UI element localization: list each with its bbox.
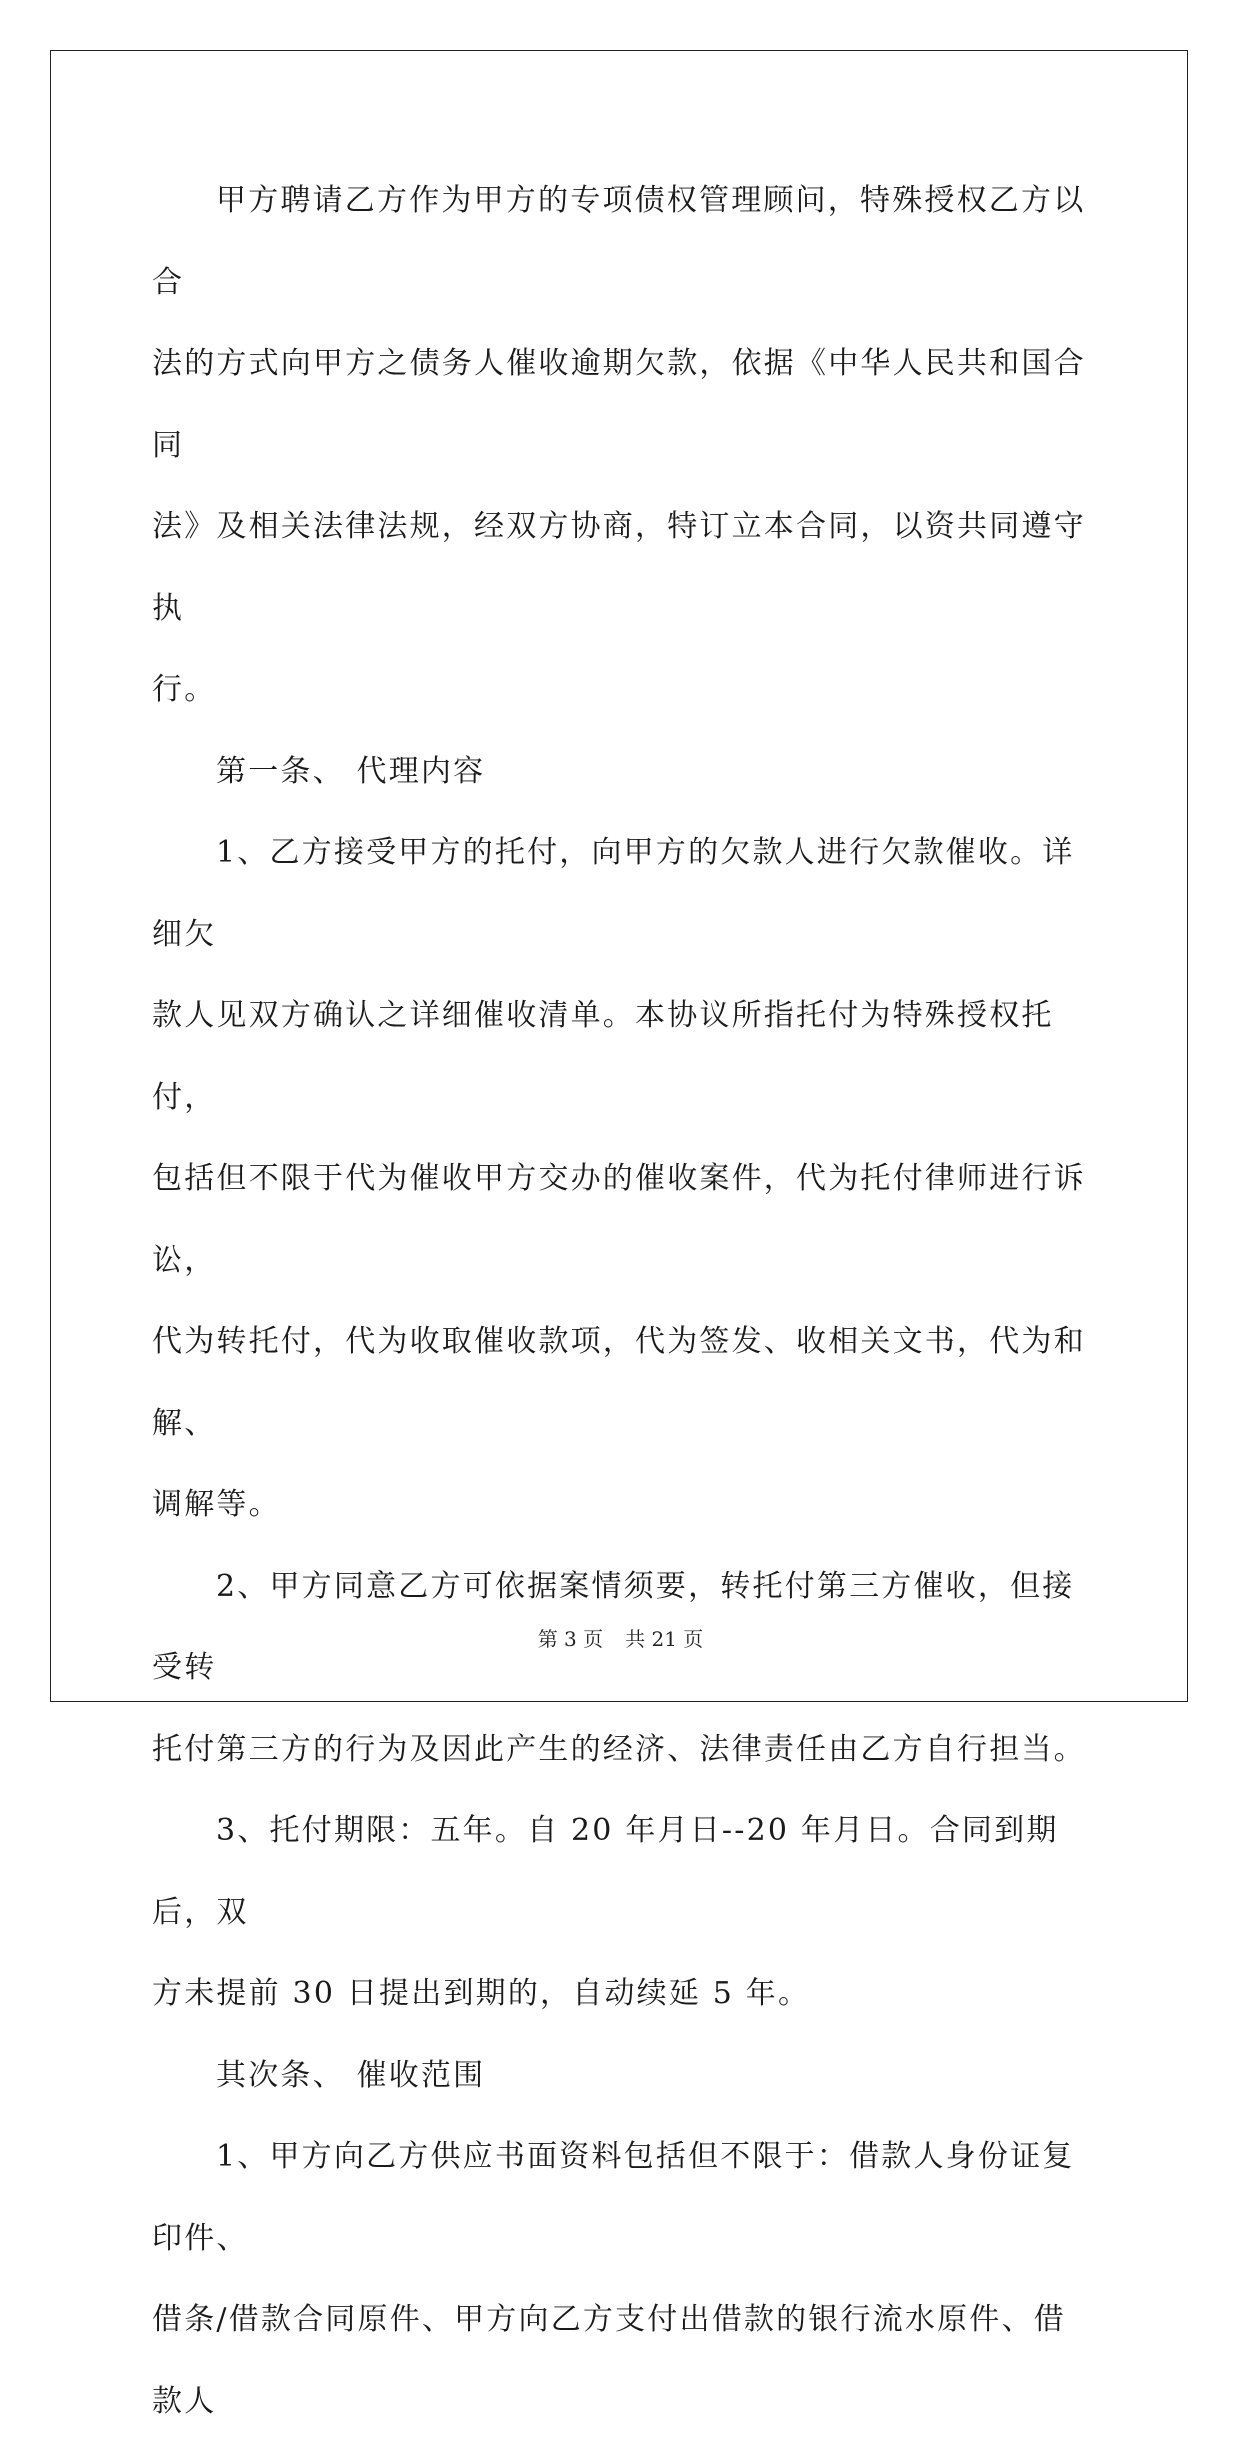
paragraph-line: 包括但不限于代为催收甲方交办的催收案件，代为托付律师进行诉讼， — [152, 1161, 1086, 1278]
paragraph-line: 行。 — [152, 672, 217, 707]
article-heading: 其次条、 催收范围 — [216, 2057, 486, 2093]
paragraph-line: 3、托付期限：五年。自 20 年月日--20 年月日。合同到期后，双 — [152, 1813, 1059, 1930]
page-footer — [0, 1623, 1241, 1652]
paragraph-line: 方未提前 30 日提出到期的，自动续延 5 年。 — [152, 1976, 811, 2011]
paragraph-line: 调解等。 — [152, 1487, 281, 1522]
page-total: 共 21 页 — [625, 1627, 704, 1651]
paragraph-line: 2、甲方同意乙方可依据案情须要，转托付第三方催收，但接受转 — [152, 1568, 1075, 1685]
document-body — [152, 160, 1092, 2442]
paragraph-line: 1、甲方向乙方供应书面资料包括但不限于：借款人身份证复印件、 — [152, 2139, 1075, 2256]
paragraph-line: 1、乙方接受甲方的托付，向甲方的欠款人进行欠款催收。详细欠 — [152, 835, 1075, 952]
article-heading: 第一条、 代理内容 — [216, 753, 486, 789]
paragraph-line: 款人见双方确认之详细催收清单。本协议所指托付为特殊授权托付， — [152, 998, 1054, 1115]
paragraph-line: 法的方式向甲方之债务人催收逾期欠款，依据《中华人民共和国合同 — [152, 346, 1086, 463]
page-number: 第 3 页 — [537, 1627, 604, 1651]
paragraph-line: 代为转托付，代为收取催收款项，代为签发、收相关文书，代为和解、 — [152, 1324, 1086, 1441]
paragraph-line: 借条/借款合同原件、甲方向乙方支付出借款的银行流水原件、借款人 — [152, 2302, 1066, 2419]
paragraph-line: 甲方聘请乙方作为甲方的专项债权管理顾问，特殊授权乙方以合 — [152, 183, 1086, 300]
paragraph-line: 托付第三方的行为及因此产生的经济、法律责任由乙方自行担当。 — [152, 1731, 1086, 1767]
paragraph-line: 法》及相关法律法规，经双方协商，特订立本合同，以资共同遵守执 — [152, 509, 1086, 626]
